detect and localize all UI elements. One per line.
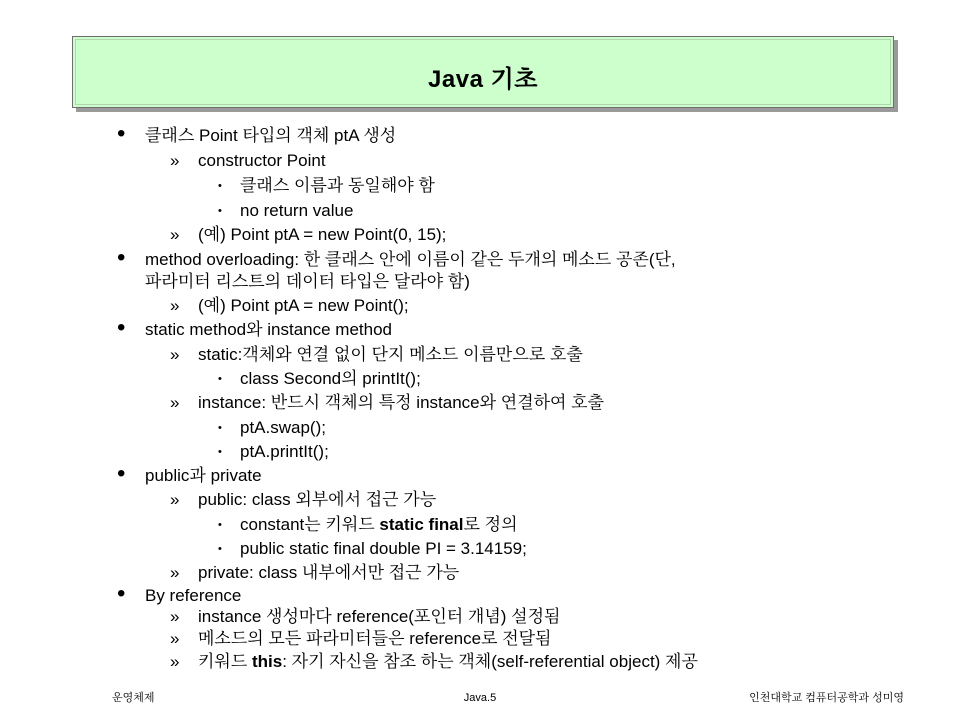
bullet-item-level3 xyxy=(0,417,960,439)
bullet-item-level2 xyxy=(0,150,960,172)
bullet-marker: • xyxy=(117,460,126,487)
bullet-item-level3 xyxy=(0,514,960,536)
bullet-text: ptA.swap(); xyxy=(240,418,326,437)
bullet-text: no return value xyxy=(240,201,354,220)
text-segment: constant는 키워드 xyxy=(240,515,380,534)
sub-bullet-marker: » xyxy=(170,225,180,244)
bullet-marker: • xyxy=(117,120,126,147)
bullet-item-level1 xyxy=(0,314,960,341)
text-segment: : 자기 자신을 참조 하는 객체(self-referential object) 제공 xyxy=(282,652,698,671)
bullet-marker: • xyxy=(117,244,126,271)
slide-title-box xyxy=(72,36,894,108)
bullet-text: By reference xyxy=(145,586,242,605)
footer-slide-number: Java.5 xyxy=(463,692,497,704)
bullet-text: public과 private xyxy=(145,466,262,485)
bullet-text xyxy=(240,514,518,536)
bullet-text-line1: method overloading: 한 클래스 안에 이름이 같은 두개의 메소드 공존(단, xyxy=(145,250,676,269)
sub-bullet-marker: » xyxy=(170,563,180,582)
text-segment: 키워드 xyxy=(198,652,252,671)
footer-course-name: 운영체제 xyxy=(112,692,155,704)
bullet-text: 메소드의 모든 파라미터들은 reference로 전달됨 xyxy=(198,629,552,648)
bullet-text: public: class 외부에서 접근 가능 xyxy=(198,490,437,509)
sub-sub-bullet-marker: • xyxy=(218,205,222,217)
slide-title: Java 기초 xyxy=(428,65,538,93)
bullet-text: class Second의 printIt(); xyxy=(240,369,421,388)
sub-bullet-marker: » xyxy=(170,652,180,671)
bullet-marker: • xyxy=(117,580,126,607)
bullet-item-level2 xyxy=(0,489,960,511)
bullet-item-level1 xyxy=(0,244,960,271)
bullet-item-level3 xyxy=(0,441,960,463)
bullet-item-level1 xyxy=(0,460,960,487)
bullet-item-level3 xyxy=(0,368,960,390)
bullet-text: public static final double PI = 3.14159; xyxy=(240,539,527,558)
bullet-text: (예) Point ptA = new Point(0, 15); xyxy=(198,225,447,244)
sub-sub-bullet-marker: • xyxy=(218,446,222,458)
bullet-item-level2 xyxy=(0,606,960,628)
bullet-item-level3 xyxy=(0,538,960,560)
sub-sub-bullet-marker: • xyxy=(218,373,222,385)
bullet-text: static method와 instance method xyxy=(145,320,392,339)
bullet-text: 클래스 Point 타입의 객체 ptA 생성 xyxy=(145,126,397,145)
bullet-item-level2 xyxy=(0,295,960,317)
bullet-text: (예) Point ptA = new Point(); xyxy=(198,296,409,315)
sub-bullet-marker: » xyxy=(170,490,180,509)
keyword-bold: static final xyxy=(379,515,464,534)
bullet-text xyxy=(198,651,698,673)
bullet-marker: • xyxy=(117,314,126,341)
bullet-text: 클래스 이름과 동일해야 함 xyxy=(240,176,435,195)
sub-bullet-marker: » xyxy=(170,345,180,364)
bullet-item-continuation xyxy=(0,271,960,293)
bullet-text: constructor Point xyxy=(198,151,326,170)
text-segment: 로 정의 xyxy=(463,515,518,534)
sub-sub-bullet-marker: • xyxy=(218,180,222,192)
footer-author: 인천대학교 컴퓨터공학과 성미영 xyxy=(749,692,904,704)
bullet-item-level2 xyxy=(0,392,960,414)
bullet-item-level2 xyxy=(0,651,960,673)
sub-bullet-marker: » xyxy=(170,393,180,412)
bullet-item-level2 xyxy=(0,628,960,650)
bullet-item-level2 xyxy=(0,224,960,246)
sub-sub-bullet-marker: • xyxy=(218,543,222,555)
bullet-item-level1 xyxy=(0,580,960,607)
bullet-text: private: class 내부에서만 접근 가능 xyxy=(198,563,460,582)
bullet-text: static:객체와 연결 없이 단지 메소드 이름만으로 호출 xyxy=(198,345,583,364)
bullet-item-level2 xyxy=(0,344,960,366)
bullet-item-level1 xyxy=(0,120,960,147)
sub-bullet-marker: » xyxy=(170,629,180,648)
bullet-item-level3 xyxy=(0,200,960,222)
bullet-text-line2: 파라미터 리스트의 데이터 타입은 달라야 함) xyxy=(145,272,470,291)
sub-bullet-marker: » xyxy=(170,607,180,626)
bullet-text: instance: 반드시 객체의 특정 instance와 연결하여 호출 xyxy=(198,393,605,412)
sub-sub-bullet-marker: • xyxy=(218,422,222,434)
keyword-bold: this xyxy=(252,652,283,671)
sub-bullet-marker: » xyxy=(170,151,180,170)
bullet-item-level3 xyxy=(0,175,960,197)
sub-bullet-marker: » xyxy=(170,296,180,315)
bullet-text: ptA.printIt(); xyxy=(240,442,329,461)
bullet-text: instance 생성마다 reference(포인터 개념) 설정됨 xyxy=(198,607,561,626)
sub-sub-bullet-marker: • xyxy=(218,519,222,531)
bullet-item-level2 xyxy=(0,562,960,584)
